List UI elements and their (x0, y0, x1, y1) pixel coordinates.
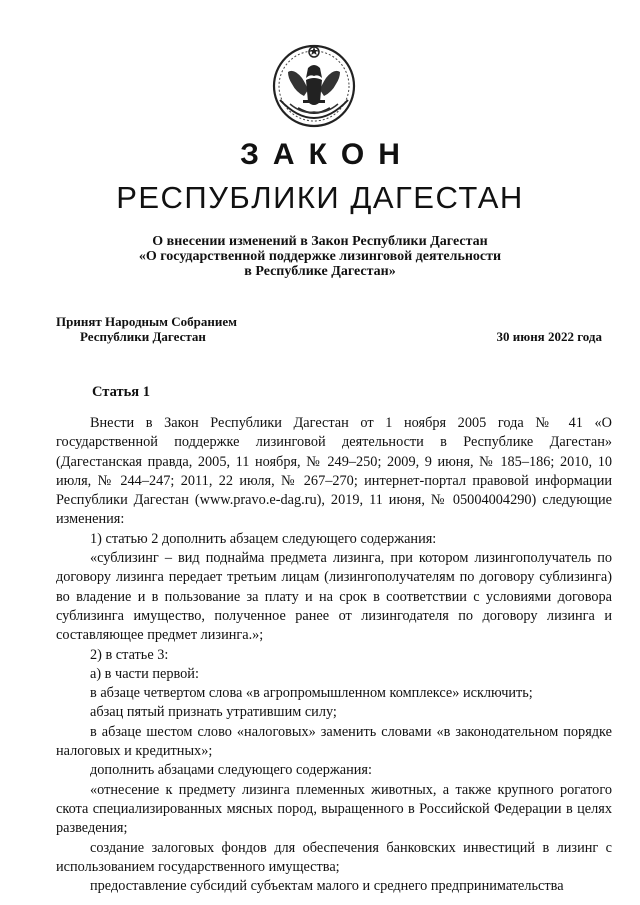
paragraph: 1) статью 2 дополнить абзацем следующего содержания: (90, 530, 437, 547)
paragraph: абзац пятый признать утратившим силу; (90, 704, 337, 721)
paragraph: а) в части первой: (90, 665, 199, 682)
coat-of-arms-emblem (268, 38, 360, 134)
law-title: ЗАКОН (240, 138, 414, 171)
paragraph: создание залоговых фондов для обеспечения банковских инвестиций в лизинг с использованием государственного имущества; (56, 839, 612, 875)
paragraph: дополнить абзацами следующего содержания: (90, 762, 372, 779)
paragraph: «сублизинг – вид поднайма предмета лизинга, при котором лизингополучатель по договору лизинга передает третьим лицам (лизингополучателям по договору сублизинга) во владение и в пользование за плату и на срок в соответствии с условиями договора сублизинга имущество, полученное ранее от лизингодателя по договору лизинга и составляющее предмет лизинга.»; (56, 550, 612, 644)
paragraph: в абзаце шестом слово «налоговых» заменить словами «в законодательном порядке налоговых и кредитных»; (56, 723, 612, 760)
document-title (0, 234, 640, 279)
document-title-line: О внесении изменений в Закон Республики Дагестан (152, 234, 488, 249)
paragraph: предоставление субсидий субъектам малого и среднего предпринимательства (90, 878, 564, 895)
adoption-line: Принят Народным Собранием (56, 314, 238, 329)
republic-title: РЕСПУБЛИКИ ДАГЕСТАН (116, 180, 524, 215)
paragraph: в абзаце четвертом слова «в агропромышленном комплексе» исключить; (90, 685, 533, 702)
adoption-date: 30 июня 2022 года (496, 329, 602, 344)
paragraph: «отнесение к предмету лизинга племенных животных, а также крупного рогатого скота специализированных мясных пород, выращенного в Российской Федерации в целях разведения; (56, 781, 612, 837)
paragraph: 2) в статье 3: (90, 646, 169, 663)
dagestan-coat-of-arms-eagle-icon (268, 38, 360, 134)
paragraph: Внести в Закон Республики Дагестан от 1 ноября 2005 года № 41 «О государственной поддержке лизинговой деятельности в Республике Дагестан» (Дагестанская правда, 2005, 11 ноября, № 249–250; 2009, 9 июня, № 185–186; 2010, 10 июля, № 244–247; 2011, 22 июля, № 267–270; интернет-портал правовой информации Республики Дагестан (www.pravo.e-dag.ru), 2019, 11 июня, № 05004004290) следующие изменения: (56, 415, 612, 528)
document-title-line: «О государственной поддержке лизинговой деятельности (138, 249, 502, 264)
adoption-info (56, 314, 237, 344)
adoption-line: Республики Дагестан (80, 329, 206, 344)
document-title-line: в Республике Дагестан» (244, 264, 396, 279)
article-heading: Статья 1 (92, 384, 150, 400)
article-body (56, 414, 612, 896)
